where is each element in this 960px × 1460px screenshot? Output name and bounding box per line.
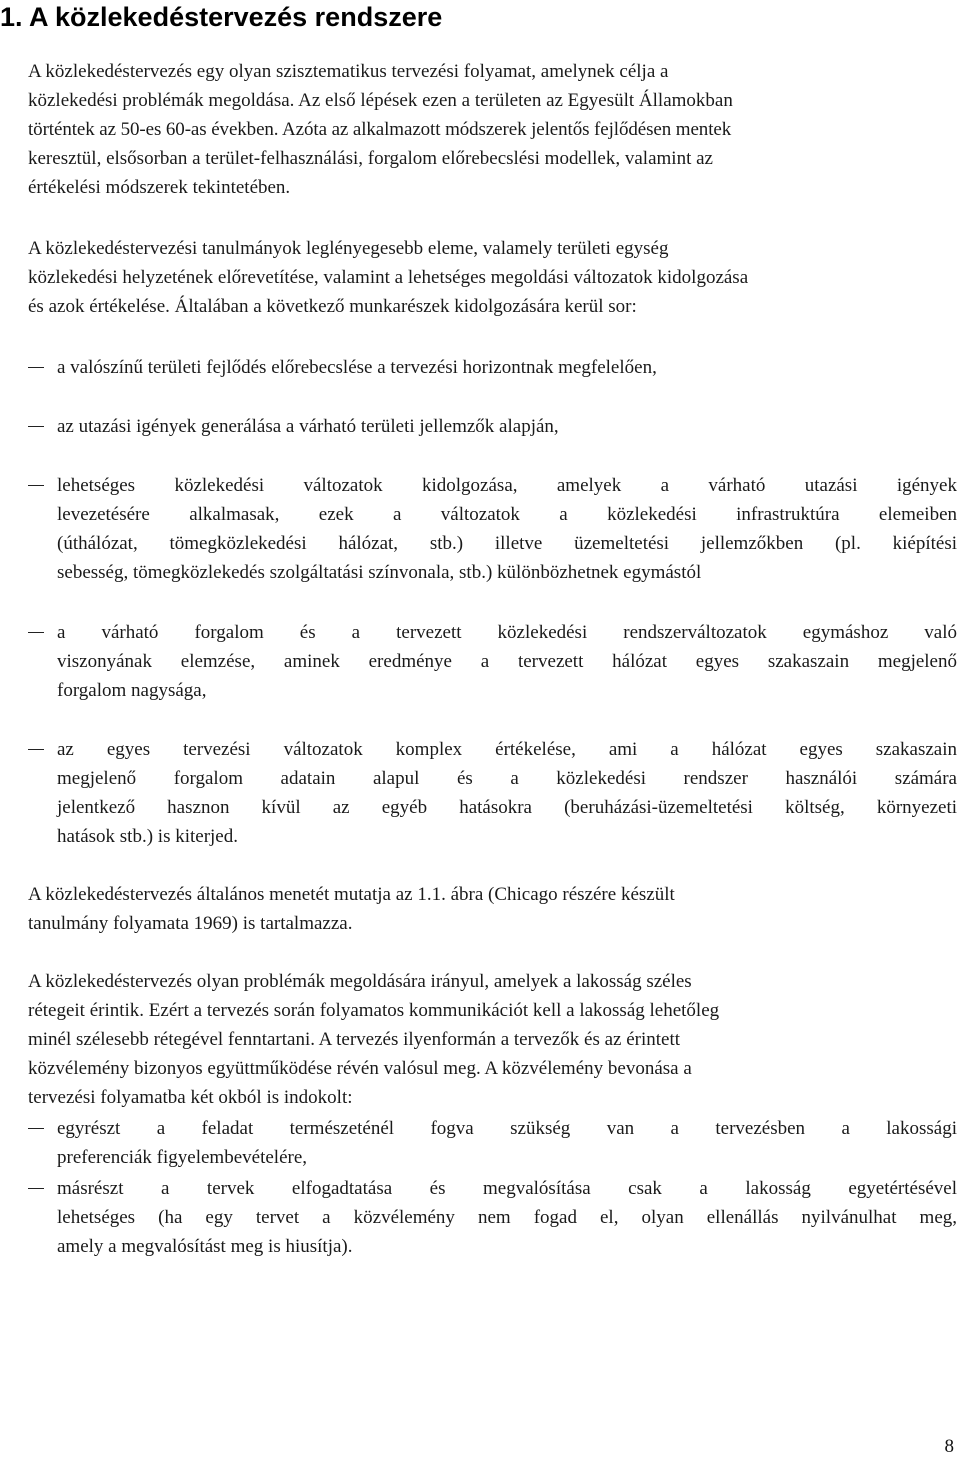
task-line: a valószínű területi fejlődés előrebecslése a tervezési horizontnak megfelelően, (57, 357, 657, 378)
task-line: forgalom nagysága, (57, 680, 207, 701)
task-line: (úthálózat, tömegközlekedési hálózat, stb.) illetve üzemeltetési jellemzőkben (pl. kiépítési (57, 533, 957, 554)
dash-bullet-icon (28, 367, 44, 368)
dash-bullet-icon (28, 749, 44, 750)
intro-line: keresztül, elsősorban a terület-felhasználási, forgalom előrebecslési modellek, valamint az (28, 148, 713, 169)
public-line: rétegeit érintik. Ezért a tervezés során folyamatos kommunikációt kell a lakosság lehetőleg (28, 1000, 720, 1021)
intro-paragraph (28, 57, 958, 202)
public-line: minél szélesebb rétegével fenntartani. A tervezés ilyenformán a tervezők és az érintett (28, 1029, 681, 1050)
chicago-line: A közlekedéstervezés általános menetét mutatja az 1.1. ábra (Chicago részére készült (28, 884, 675, 905)
task-line: az egyes tervezési változatok komplex értékelése, ami a hálózat egyes szakaszain (57, 739, 957, 760)
task-line: hatások stb.) is kiterjed. (57, 826, 238, 847)
reason-text (57, 1114, 957, 1172)
reason-line: preferenciák figyelembevételére, (57, 1147, 308, 1168)
studies-line: és azok értékelése. Általában a következő munkarészek kidolgozására kerül sor: (28, 296, 637, 317)
task-line: megjelenő forgalom adatain alapul és a közlekedési rendszer használói számára (57, 768, 957, 789)
intro-line: értékelési módszerek tekintetében. (28, 177, 291, 198)
task-line: jelentkező hasznon kívül az egyéb hatásokra (beruházási-üzemeltetési költség, környezeti (57, 797, 957, 818)
task-line: az utazási igények generálása a várható területi jellemzők alapján, (57, 416, 559, 437)
task-line: viszonyának elemzése, aminek eredménye a tervezett hálózat egyes szakaszain megjelenő (57, 651, 957, 672)
intro-line: közlekedési problémák megoldása. Az első lépések ezen a területen az Egyesült Államokban (28, 90, 733, 111)
task-text (57, 471, 957, 587)
dash-bullet-icon (28, 632, 44, 633)
dash-bullet-icon (28, 485, 44, 486)
intro-line: A közlekedéstervezés egy olyan szisztematikus tervezési folyamat, amelynek célja a (28, 61, 669, 82)
task-text (57, 735, 957, 851)
reason-text (57, 1174, 957, 1261)
studies-line: közlekedési helyzetének előrevetítése, valamint a lehetséges megoldási változatok kidolgozása (28, 267, 749, 288)
task-line: sebesség, tömegközlekedés szolgáltatási színvonala, stb.) különbözhetnek egymástól (57, 562, 702, 583)
reason-line: egyrészt a feladat természeténél fogva szükség van a tervezésben a lakossági (57, 1118, 957, 1139)
task-text (57, 618, 957, 705)
public-line: közvélemény bizonyos együttműködése révén valósul meg. A közvélemény bevonása a (28, 1058, 692, 1079)
task-line: lehetséges közlekedési változatok kidolgozása, amelyek a várható utazási igények (57, 475, 957, 496)
chicago-paragraph (28, 880, 958, 938)
section-heading: 1. A közlekedéstervezés rendszere (0, 2, 443, 32)
studies-line: A közlekedéstervezési tanulmányok leglényegesebb eleme, valamely területi egység (28, 238, 669, 259)
intro-line: történtek az 50-es 60-as években. Azóta az alkalmazott módszerek jelentős fejlődésen mentek (28, 119, 732, 140)
dash-bullet-icon (28, 426, 44, 427)
dash-bullet-icon (28, 1188, 44, 1189)
reason-line: amely a megvalósítást meg is hiusítja). (57, 1236, 353, 1257)
reason-line: lehetséges (ha egy tervet a közvélemény nem fogad el, olyan ellenállás nyilvánulhat meg, (57, 1207, 957, 1228)
public-paragraph (28, 967, 958, 1112)
task-text (57, 353, 957, 382)
public-line: tervezési folyamatba két okból is indokolt: (28, 1087, 353, 1108)
task-text (57, 412, 957, 441)
task-line: levezetésére alkalmasak, ezek a változatok a közlekedési infrastruktúra elemeiben (57, 504, 957, 525)
public-line: A közlekedéstervezés olyan problémák megoldására irányul, amelyek a lakosság széles (28, 971, 692, 992)
studies-paragraph (28, 234, 958, 321)
dash-bullet-icon (28, 1128, 44, 1129)
reason-line: másrészt a tervek elfogadtatása és megvalósítása csak a lakosság egyetértésével (57, 1178, 957, 1199)
task-line: a várható forgalom és a tervezett közlekedési rendszerváltozatok egymáshoz való (57, 622, 957, 643)
page-number: 8 (944, 1436, 954, 1457)
chicago-line: tanulmány folyamata 1969) is tartalmazza. (28, 913, 353, 934)
